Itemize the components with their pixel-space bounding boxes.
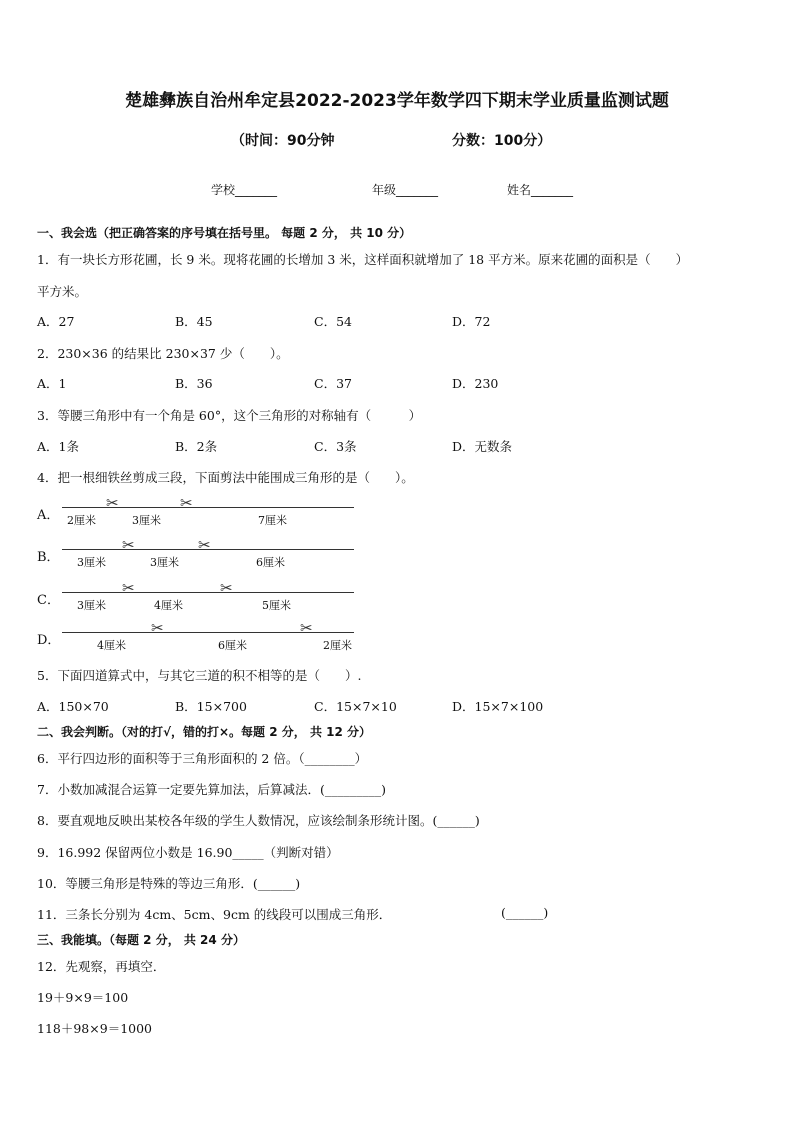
q5-option-a: A．150×70 xyxy=(37,699,109,714)
section-3-heading: 三、我能填。（每题 2 分， 共 24 分） xyxy=(37,933,245,947)
exam-time: （时间：90分钟 xyxy=(231,133,335,149)
grade-field: 年级_______ xyxy=(372,183,439,197)
name-field: 姓名_______ xyxy=(507,183,574,197)
question-10: 10．等腰三角形是特殊的等边三角形．(______) xyxy=(37,876,301,891)
question-1-line1: 1．有一块长方形花圃，长 9 米。现将花圃的长增加 3 米，这样面积就增加了 18 平方米。原来花圃的面积是（ ） xyxy=(37,252,689,267)
segment-length: 6厘米 xyxy=(256,556,285,569)
segment-length: 4厘米 xyxy=(97,639,126,652)
q4-option-d-wire xyxy=(62,619,354,652)
q2-option-d: D．230 xyxy=(452,376,499,391)
q1-option-a: A．27 xyxy=(37,314,75,329)
q3-option-d: D．无数条 xyxy=(452,439,513,454)
q4-option-c-label: C． xyxy=(37,593,60,608)
q1-option-d: D．72 xyxy=(452,314,491,329)
scissors-icon: ✂ xyxy=(220,579,233,597)
question-3: 3．等腰三角形中有一个角是 60°，这个三角形的对称轴有（ ） xyxy=(37,408,422,423)
exam-title: 楚雄彝族自治州牟定县2022-2023学年数学四下期末学业质量监测试题 xyxy=(125,91,669,111)
segment-length: 7厘米 xyxy=(258,514,287,527)
equation-2: 118＋98×9＝1000 xyxy=(37,1021,153,1036)
scissors-icon: ✂ xyxy=(300,619,313,637)
scissors-icon: ✂ xyxy=(198,536,211,554)
q1-option-c: C．54 xyxy=(314,314,352,329)
scissors-icon: ✂ xyxy=(180,494,193,512)
segment-length: 2厘米 xyxy=(67,514,96,527)
question-12: 12．先观察，再填空． xyxy=(37,959,166,974)
segment-length: 4厘米 xyxy=(154,599,183,612)
school-field: 学校_______ xyxy=(211,183,278,197)
q4-option-a-label: A． xyxy=(37,508,60,523)
question-8: 8．要直观地反映出某校各年级的学生人数情况，应该绘制条形统计图。(______) xyxy=(37,813,480,828)
q1-option-b: B．45 xyxy=(175,314,213,329)
section-1-heading: 一、我会选（把正确答案的序号填在括号里。 每题 2 分， 共 10 分） xyxy=(37,226,412,240)
segment-length: 6厘米 xyxy=(218,639,247,652)
q2-option-b: B．36 xyxy=(175,376,213,391)
segment-length: 3厘米 xyxy=(77,599,106,612)
q3-option-a: A．1条 xyxy=(37,439,79,454)
question-5: 5．下面四道算式中，与其它三道的积不相等的是（ ）. xyxy=(37,668,362,683)
segment-length: 3厘米 xyxy=(150,556,179,569)
q5-option-c: C．15×7×10 xyxy=(314,699,397,714)
segment-length: 3厘米 xyxy=(132,514,161,527)
q3-option-c: C．3条 xyxy=(314,439,357,454)
question-1-line2: 平方米。 xyxy=(37,284,88,299)
scissors-icon: ✂ xyxy=(122,579,135,597)
wire-line xyxy=(62,592,354,593)
segment-length: 5厘米 xyxy=(262,599,291,612)
q3-option-b: B．2条 xyxy=(175,439,218,454)
question-11: 11．三条长分别为 4cm、5cm、9cm 的线段可以围成三角形． xyxy=(37,907,392,922)
q4-option-a-wire xyxy=(62,494,354,527)
equation-1: 19＋9×9＝100 xyxy=(37,990,129,1005)
q5-option-d: D．15×7×100 xyxy=(452,699,544,714)
question-2: 2．230×36 的结果比 230×37 少（ ）。 xyxy=(37,346,289,361)
question-7: 7．小数加减混合运算一定要先算加法，后算减法．(_________) xyxy=(37,782,386,797)
section-2-heading: 二、我会判断。（对的打√，错的打×。每题 2 分， 共 12 分） xyxy=(37,725,371,739)
q2-option-a: A．1 xyxy=(37,376,67,391)
question-6: 6．平行四边形的面积等于三角形面积的 2 倍。（________） xyxy=(37,751,368,766)
q4-option-b-label: B． xyxy=(37,550,60,565)
exam-score: 分数：100分） xyxy=(452,133,552,149)
scissors-icon: ✂ xyxy=(106,494,119,512)
q2-option-c: C．37 xyxy=(314,376,352,391)
question-9: 9．16.992 保留两位小数是 16.90_____（判断对错） xyxy=(37,845,339,860)
q5-option-b: B．15×700 xyxy=(175,699,247,714)
scissors-icon: ✂ xyxy=(122,536,135,554)
q4-option-d-label: D． xyxy=(37,633,61,648)
q4-option-b-wire xyxy=(62,536,354,569)
segment-length: 3厘米 xyxy=(77,556,106,569)
segment-length: 2厘米 xyxy=(323,639,352,652)
question-4: 4．把一根细铁丝剪成三段，下面剪法中能围成三角形的是（ ）。 xyxy=(37,470,414,485)
scissors-icon: ✂ xyxy=(151,619,164,637)
question-11-answer: (______) xyxy=(501,905,549,920)
q4-option-c-wire xyxy=(62,579,354,612)
